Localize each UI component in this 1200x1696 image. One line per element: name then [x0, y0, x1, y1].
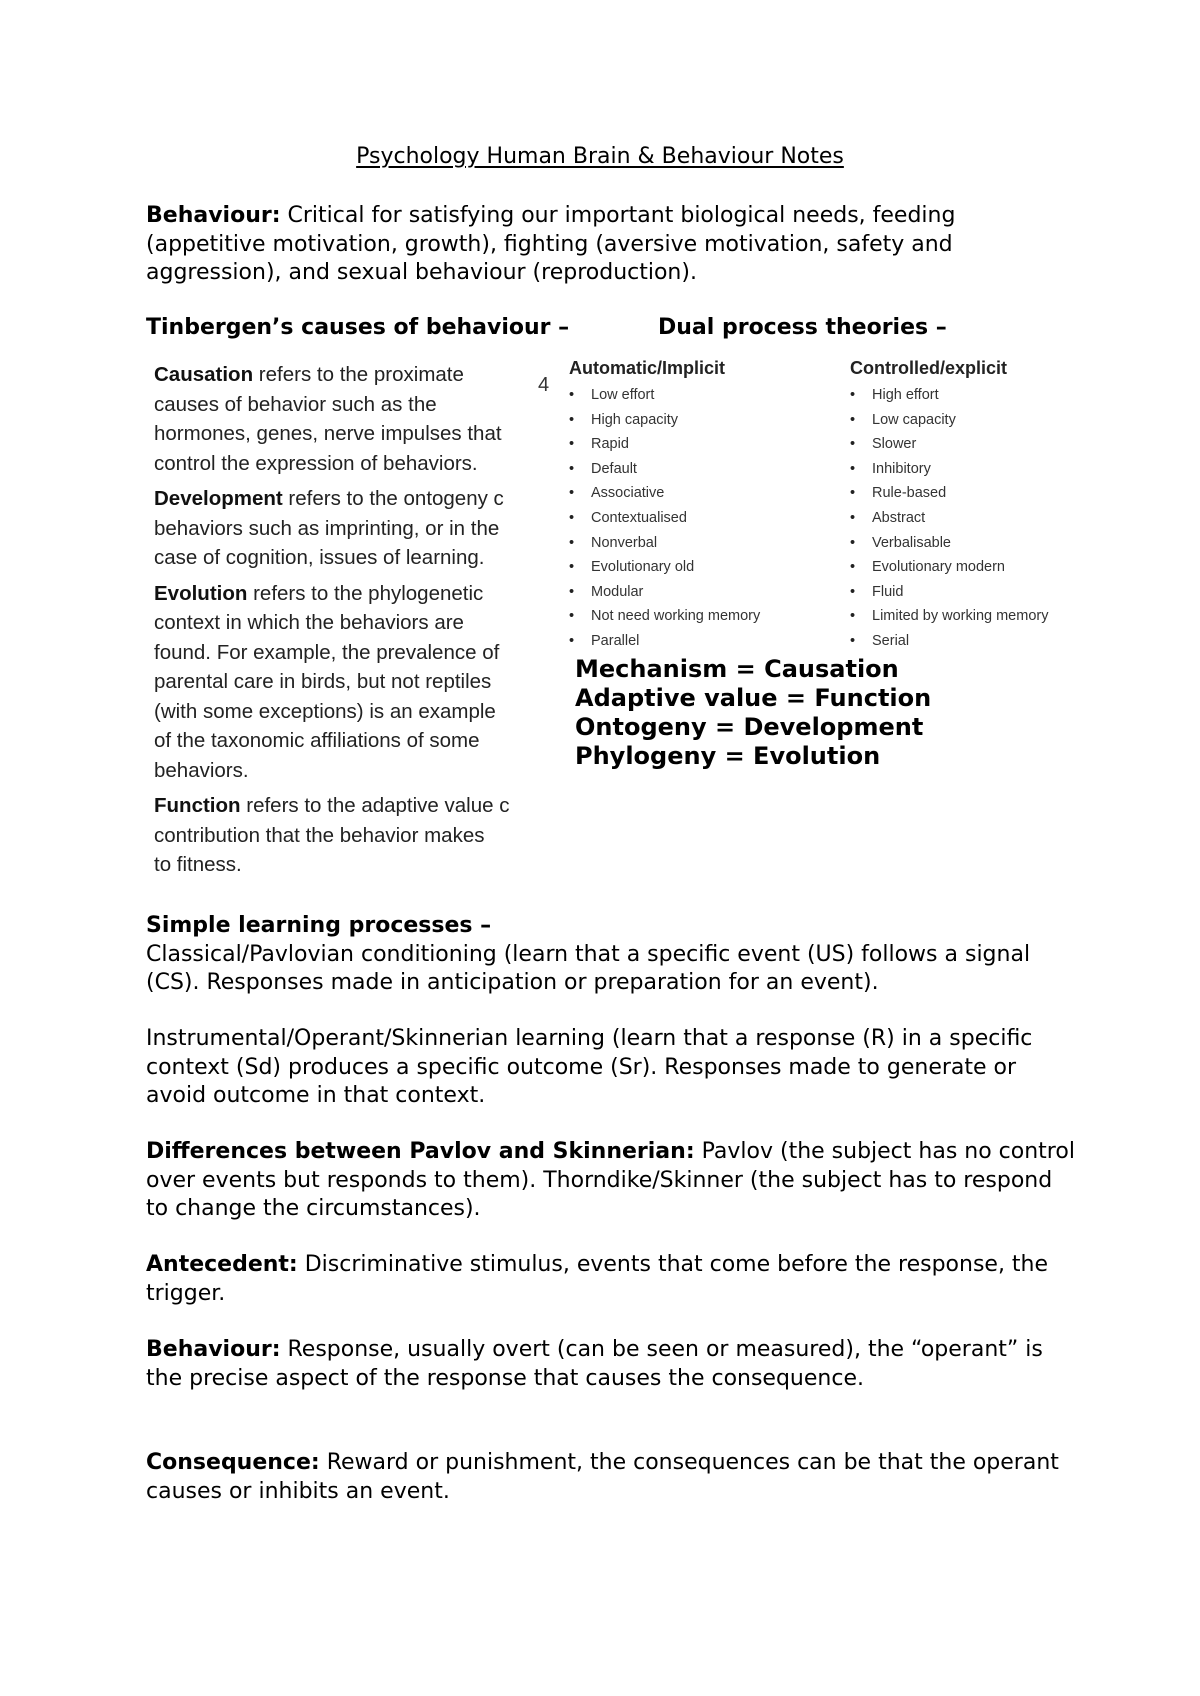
list-item: • Evolutionary modern [850, 555, 1048, 580]
mapping-line: Ontogeny = Development [575, 713, 924, 741]
development-paragraph: Development refers to the ontogeny c behaviors such as imprinting, or in the case of cognition, issues of learning. [154, 487, 504, 569]
automatic-column [569, 358, 760, 654]
definition-label: Differences between Pavlov and Skinnerian: [146, 1139, 695, 1164]
causation-paragraph: Causation refers to the proximate causes of behavior such as the hormones, genes, nerve impulses that control the expression of behaviors. [154, 363, 502, 475]
list-item: • Modular [569, 580, 760, 605]
definition-text: Response, usually overt (can be seen or measured), the “operant” is the precise aspect of the response that causes the consequence. [146, 1337, 1043, 1391]
definition-paragraph [146, 1449, 1076, 1506]
mapping-list [575, 655, 931, 771]
tinbergen-heading: Tinbergen’s causes of behaviour – [146, 315, 570, 340]
learning-section [146, 912, 1076, 998]
list-item: • Limited by working memory [850, 604, 1048, 629]
controlled-title: Controlled/explicit [850, 358, 1008, 378]
controlled-column [850, 358, 1048, 654]
intro-text: Critical for satisfying our important biological needs, feeding (appetitive motivation, growth), fighting (aversive motivation, safety and aggression), and sexual behaviour (reproduction). [146, 203, 956, 285]
mapping-line: Phylogeny = Evolution [575, 742, 881, 770]
list-item: • High effort [850, 383, 1048, 408]
definition-paragraph [146, 1138, 1076, 1224]
definition-paragraph [146, 1336, 1076, 1393]
controlled-list [850, 383, 1048, 654]
list-item: • Parallel [569, 629, 760, 654]
list-item: • Associative [569, 481, 760, 506]
definition-label: Behaviour: [146, 1337, 281, 1362]
tinbergen-excerpt-image [146, 360, 550, 900]
list-item: • Evolutionary old [569, 555, 760, 580]
list-item: • Slower [850, 432, 1048, 457]
intro-paragraph [146, 202, 1076, 288]
dual-process-heading: Dual process theories – [658, 315, 947, 340]
list-item: • Verbalisable [850, 531, 1048, 556]
list-item: • Contextualised [569, 506, 760, 531]
list-item: • Nonverbal [569, 531, 760, 556]
list-item: • Rule-based [850, 481, 1048, 506]
list-item: • High capacity [569, 408, 760, 433]
list-item: • Rapid [569, 432, 760, 457]
list-item: • Low effort [569, 383, 760, 408]
mapping-line: Mechanism = Causation [575, 655, 899, 683]
automatic-title: Automatic/Implicit [569, 358, 726, 378]
mapping-line: Adaptive value = Function [575, 684, 932, 712]
definition-text: Pavlov (the subject has no control over events but responds to them). Thorndike/Skinner (the subject has to respond to change the circumstances). [146, 1139, 1075, 1221]
excerpt-page-number: 4 [538, 374, 550, 396]
instrumental-paragraph: Instrumental/Operant/Skinnerian learning (learn that a response (R) in a specific context (Sd) produces a specific outcome (Sr). Responses made to generate or avoid outcome in that context. [146, 1026, 1033, 1108]
classical-paragraph: Classical/Pavlovian conditioning (learn that a specific event (US) follows a signal (CS). Responses made in anticipation or preparation for an event). [146, 941, 1031, 995]
definition-label: Antecedent: [146, 1252, 298, 1277]
intro-label: Behaviour: [146, 203, 281, 228]
definition-text: Reward or punishment, the consequences can be that the operant causes or inhibits an event. [146, 1450, 1059, 1504]
list-item: • Low capacity [850, 408, 1048, 433]
list-item: • Serial [850, 629, 1048, 654]
learning-heading: Simple learning processes – [146, 913, 492, 938]
list-item: • Not need working memory [569, 604, 760, 629]
automatic-list [569, 383, 760, 654]
definition-paragraph [146, 1251, 1076, 1308]
list-item: • Default [569, 457, 760, 482]
list-item: • Abstract [850, 506, 1048, 531]
function-paragraph: Function refers to the adaptive value c contribution that the behavior makes to fitness. [154, 794, 510, 876]
list-item: • Fluid [850, 580, 1048, 605]
definition-label: Consequence: [146, 1450, 320, 1475]
document-title: Psychology Human Brain & Behaviour Notes [356, 144, 844, 169]
definition-text: Discriminative stimulus, events that come before the response, the trigger. [146, 1252, 1049, 1306]
list-item: • Inhibitory [850, 457, 1048, 482]
evolution-paragraph: Evolution refers to the phylogenetic context in which the behaviors are found. For example, the prevalence of parental care in birds, but not reptiles (with some exceptions) is an example of the taxonomic affiliations of some behaviors. [154, 581, 500, 782]
